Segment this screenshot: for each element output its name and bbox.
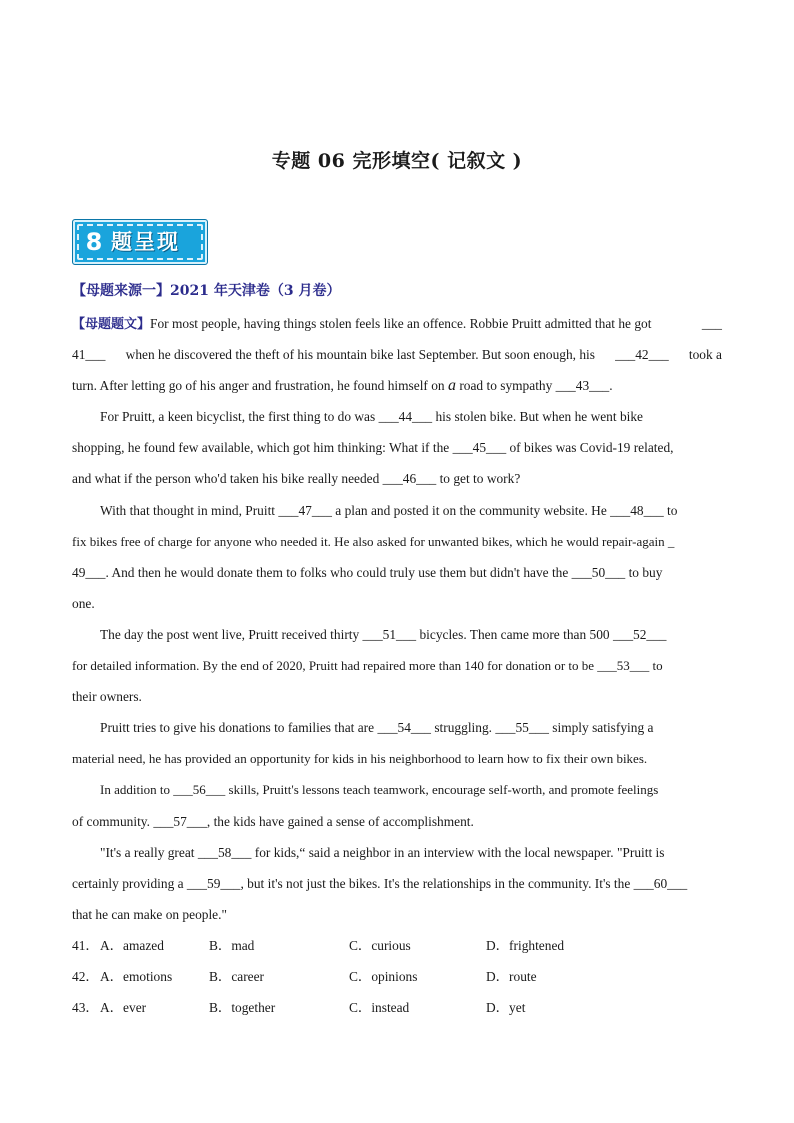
passage-line: Pruitt tries to give his donations to families that are ___54___ struggling. ___55___ simply satisfying a [100,720,654,736]
source-line [72,280,340,300]
blank-56: ___56___ [173,782,226,798]
option-d: D．frightened [486,938,565,953]
option-c: C．instead [349,1000,410,1015]
passage-line: certainly providing a ___59___, but it's not just the bikes. It's the relationships in the community. It's the ___60___ [72,875,688,891]
option-b: B．career [209,969,265,984]
question-number: 41． [72,938,99,953]
blank-53: ___53___ [597,658,650,674]
passage-line: turn. After letting go of his anger and frustration, he found himself on a road to sympathy ___43___. [72,377,613,395]
blank-54: ___54___ [377,720,431,736]
options-list [72,930,722,1023]
blank-44: ___44___ [378,409,433,425]
eight-icon: 8 [85,228,103,256]
passage-line: and what if the person who'd taken his bike really needed ___46___ to get to work? [72,471,521,487]
option-c: C．opinions [349,969,418,984]
passage-line: "It's a really great ___58___ for kids,“ said a neighbor in an interview with the local newspaper. "Pruitt is [100,844,665,860]
source-text: 2021 年天津卷（3 月卷） [170,283,341,299]
blank-52: ___52___ [612,626,667,642]
passage-line: 49___. And then he would donate them to folks who could truly use them but didn't have the ___50___ to buy [72,564,663,580]
blank-47: ___47___ [278,502,332,518]
page-title: 专题 06 完形填空( 记叙文 ) [271,150,523,172]
passage-line: fix bikes free of charge for anyone who needed it. He also asked for unwanted bikes, which he would repair-again _ [72,533,675,549]
passage-line: shopping, he found few available, which got him thinking: What if the ___45___ of bikes was Covid-19 related, [72,440,674,456]
question-number: 43． [72,1000,99,1015]
passage [72,308,722,930]
passage-line: one. [72,595,95,611]
passage-label: 【母题题文】 [72,317,151,332]
passage-line: The day the post went live, Pruitt received thirty ___51___ bicycles. Then came more than 500 ___52___ [100,626,667,642]
option-b: B．mad [209,938,255,953]
option-d: D．route [486,969,537,984]
blank-51: ___51___ [362,626,417,642]
passage-line: material need, he has provided an opportunity for kids in his neighborhood to learn how to fix their own bikes. [72,751,648,767]
blank-57: ___57___ [153,813,207,829]
passage-line: for detailed information. By the end of 2020, Pruitt had repaired more than 140 for donation or to be ___53___ to [72,658,663,674]
passage-line: 41___ when he discovered the theft of his mountain bike last September. But soon enough, his ___42___ took a [72,339,722,370]
blank-60: ___60___ [633,875,688,891]
question-row [72,961,722,992]
option-d: D．yet [486,1000,526,1015]
passage-line: In addition to ___56___ skills, Pruitt's lessons teach teamwork, encourage self-worth, and promote feelings [100,782,659,798]
passage-line: For Pruitt, a keen bicyclist, the first thing to do was ___44___ his stolen bike. But when he went bike [100,409,643,425]
blank-42: ___42___ [615,347,669,363]
option-a: A．ever [100,1000,147,1015]
question-row [72,992,722,1023]
blank-45: ___45___ [452,440,507,456]
blank-59: ___59___ [186,875,241,891]
blank-46: ___46___ [382,471,437,487]
passage-line: 【母题题文】For most people, having things stolen feels like an offence. Robbie Pruitt admitted that he got ___ [72,308,722,339]
option-a: A．emotions [100,969,173,984]
section-badge [72,219,208,265]
blank-58: ___58___ [197,844,252,860]
passage-line: that he can make on people." [72,906,227,922]
option-b: B．together [209,1000,276,1015]
badge-text: 题呈现 [111,230,180,254]
blank-43: ___43___ [555,378,610,394]
option-c: C．curious [349,938,411,953]
blank-50: ___50___ [571,564,626,580]
question-row [72,930,722,961]
question-number: 42． [72,969,99,984]
blank-41-start: ___ [701,316,722,331]
passage-line: of community. ___57___, the kids have gained a sense of accomplishment. [72,813,474,829]
passage-line: their owners. [72,689,142,705]
source-label: 【母题来源一】 [72,283,170,299]
passage-line: With that thought in mind, Pruitt ___47___ a plan and posted it on the community website. He ___48___ to [100,502,678,518]
blank-48: ___48___ [610,502,664,518]
blank-49: 49___ [72,564,106,580]
blank-55: ___55___ [495,720,549,736]
blank-41: 41___ [72,347,106,363]
option-a: A．amazed [100,938,164,953]
